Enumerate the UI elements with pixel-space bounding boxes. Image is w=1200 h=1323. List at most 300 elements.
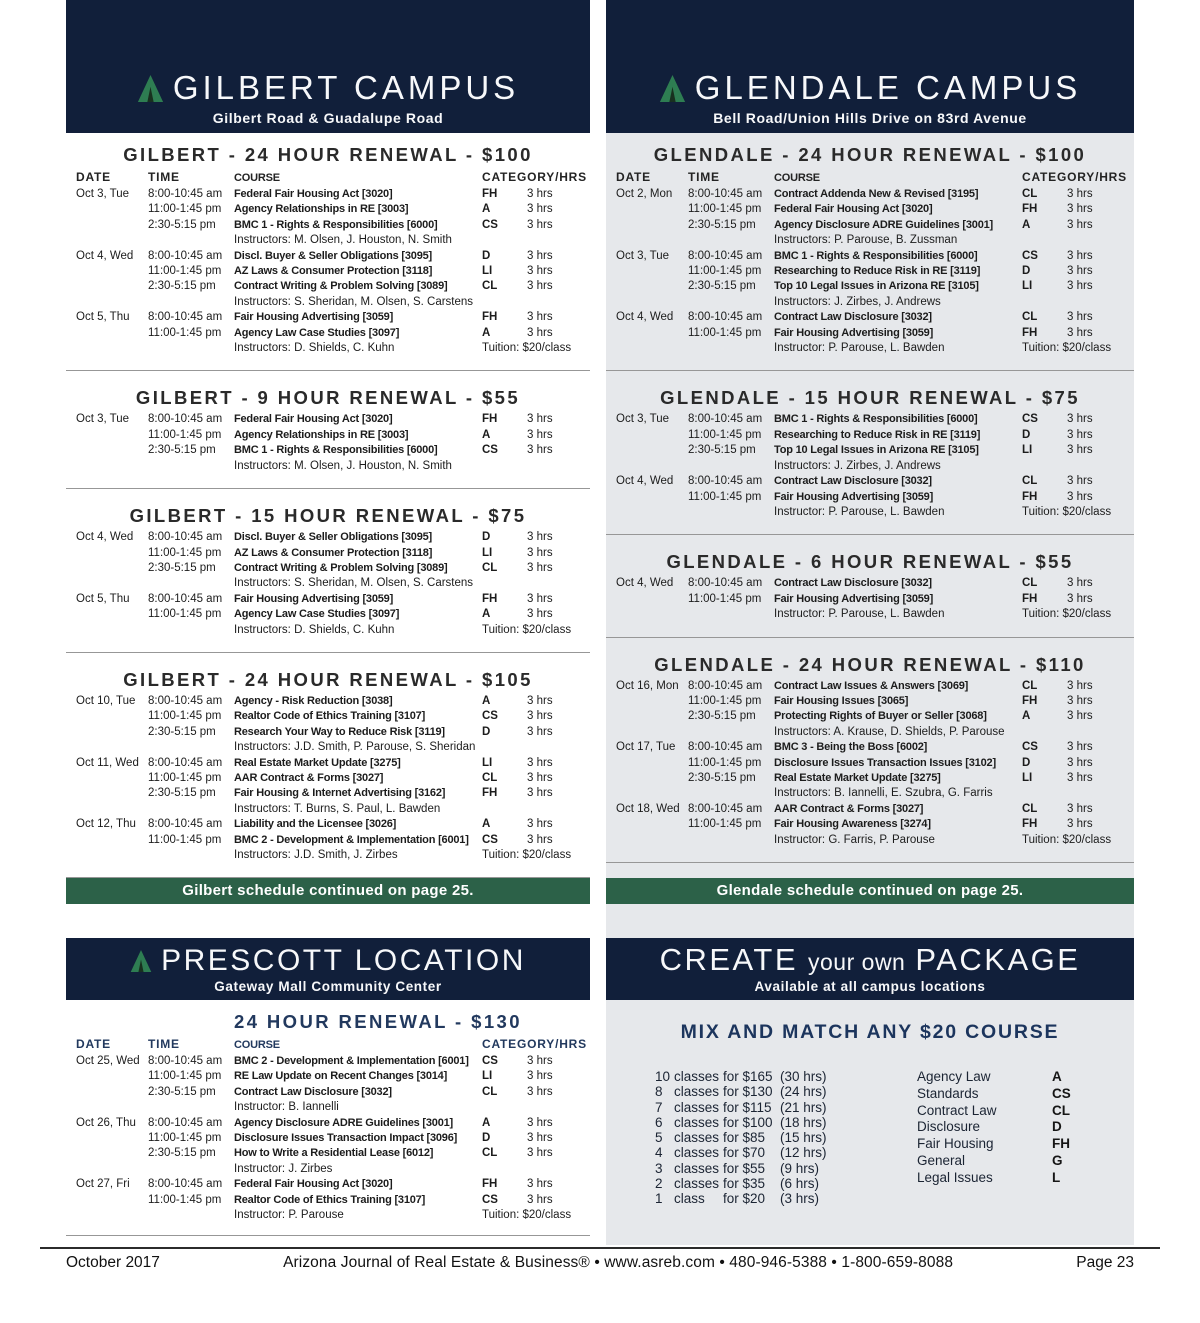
course-name: Contract Law Disclosure [3032] (774, 577, 932, 590)
course-hours: 3 hrs (1067, 710, 1093, 723)
instructor-row (66, 802, 590, 817)
course-category: CL (482, 561, 498, 574)
course-hours: 3 hrs (527, 1193, 553, 1206)
package-word: PACKAGE (915, 942, 1081, 977)
course-category: A (482, 428, 491, 441)
course-hours: 3 hrs (1067, 428, 1093, 441)
course-category: D (482, 1132, 491, 1145)
course-row (66, 1069, 590, 1084)
course-time: 8:00-10:45 am (148, 531, 223, 544)
course-category: CS (1022, 249, 1038, 262)
course-name: AZ Laws & Consumer Protection [3118] (234, 265, 433, 278)
course-time: 8:00-10:45 am (688, 188, 763, 200)
course-time: 2:30-5:15 pm (148, 444, 216, 457)
package-unit: classes (674, 1069, 720, 1084)
course-date: Oct 4, Wed (616, 577, 674, 590)
course-category: LI (482, 265, 493, 278)
instructor-row (66, 1162, 590, 1177)
course-row (606, 202, 1134, 217)
course-hours: 3 hrs (527, 280, 553, 293)
create-package-title (660, 942, 1081, 978)
course-hours: 3 hrs (527, 756, 553, 769)
course-name: Fair Housing Advertising [3059] (774, 490, 934, 503)
course-time: 11:00-1:45 pm (688, 326, 762, 339)
course-category: D (1022, 265, 1031, 278)
glendale-continued-banner: Glendale schedule continued on page 25. (606, 878, 1134, 904)
course-hours: 3 hrs (527, 561, 553, 574)
course-name: Agency Law Case Studies [3097] (234, 326, 400, 339)
course-hours: 3 hrs (527, 787, 553, 800)
category-row (917, 1086, 1071, 1103)
course-category: LI (1022, 771, 1033, 784)
section-title: GLENDALE - 6 HOUR RENEWAL - $55 (666, 551, 1074, 573)
course-name: Real Estate Market Update [3275] (234, 756, 401, 769)
section-title: GLENDALE - 24 HOUR RENEWAL - $110 (654, 653, 1086, 675)
category-label: Legal Issues (917, 1169, 993, 1185)
package-hours: (18 hrs) (780, 1114, 827, 1130)
gilbert-campus-header (66, 0, 590, 133)
course-name: RE Law Update on Recent Changes [3014] (234, 1070, 448, 1083)
package-count: 5 (655, 1130, 663, 1146)
course-name: Agency Disclosure ADRE Guidelines [3001] (234, 1116, 453, 1129)
category-code: CL (1052, 1102, 1070, 1118)
course-row (66, 592, 590, 607)
prescott-schedule-column (66, 1005, 590, 1236)
course-hours: 3 hrs (527, 1085, 553, 1098)
course-row (606, 756, 1134, 771)
course-time: 8:00-10:45 am (688, 413, 763, 426)
course-name: Contract Law Disclosure [3032] (774, 311, 932, 324)
create-package-subtitle: Available at all campus locations (754, 979, 986, 994)
package-panel (606, 1005, 1134, 1207)
course-name: Contract Law Disclosure [3032] (774, 475, 932, 488)
section-title: GILBERT - 24 HOUR RENEWAL - $105 (123, 668, 533, 690)
course-category: FH (1022, 694, 1038, 707)
course-hours: 3 hrs (1067, 249, 1093, 262)
package-price: for $130 (723, 1084, 773, 1100)
package-price: for $85 (723, 1130, 766, 1146)
package-option (655, 1084, 885, 1099)
course-name: Protecting Rights of Buyer or Seller [3068] (774, 710, 987, 723)
course-row (606, 249, 1134, 264)
course-category: LI (1022, 280, 1033, 293)
course-time: 11:00-1:45 pm (148, 710, 222, 723)
course-time: 2:30-5:15 pm (688, 444, 756, 457)
course-row (606, 187, 1134, 202)
package-hours: (9 hrs) (780, 1160, 820, 1176)
instructor-note: Instructors: D. Shields, C. Kuhn (234, 342, 395, 355)
course-category: CS (482, 710, 498, 723)
course-hours: 3 hrs (527, 249, 553, 262)
course-name: How to Write a Residential Lease [6012] (234, 1147, 434, 1160)
section-title: GLENDALE - 24 HOUR RENEWAL - $100 (653, 144, 1087, 165)
course-category: D (1022, 428, 1031, 441)
instructor-row (606, 233, 1134, 248)
course-row (66, 530, 590, 545)
course-row (606, 279, 1134, 294)
course-time: 11:00-1:45 pm (688, 694, 762, 707)
course-row (66, 412, 590, 427)
package-unit: classes (674, 1114, 720, 1130)
course-time: 8:00-10:45 am (148, 592, 223, 605)
course-hours: 3 hrs (1067, 741, 1093, 754)
col-header-course: COURSE (774, 172, 820, 184)
package-count: 2 (655, 1176, 663, 1192)
package-price: for $20 (723, 1191, 766, 1207)
course-date: Oct 12, Thu (76, 818, 136, 831)
course-row (606, 694, 1134, 709)
schedule-section (606, 535, 1134, 637)
section-title: GILBERT - 15 HOUR RENEWAL - $75 (129, 505, 527, 527)
instructor-note: Instructors: D. Shields, C. Kuhn (234, 623, 395, 636)
course-date: Oct 5, Thu (76, 311, 130, 324)
package-count: 7 (655, 1099, 663, 1115)
schedule-section (606, 638, 1134, 863)
instructor-note: Instructor: P. Parouse, L. Bawden (774, 608, 945, 621)
course-category: CL (482, 280, 498, 293)
course-name: Real Estate Market Update [3275] (774, 771, 941, 784)
course-hours: 3 hrs (527, 1070, 553, 1083)
course-row (606, 802, 1134, 817)
course-name: Realtor Code of Ethics Training [3107] (234, 1193, 426, 1206)
course-category: A (482, 694, 491, 707)
course-category: A (482, 608, 491, 621)
instructor-row (606, 607, 1134, 622)
course-name: AZ Laws & Consumer Protection [3118] (234, 546, 433, 559)
col-header-time: TIME (148, 170, 180, 184)
course-name: Agency Relationships in RE [3003] (234, 428, 409, 441)
course-hours: 3 hrs (1067, 326, 1093, 339)
course-time: 2:30-5:15 pm (148, 725, 216, 738)
course-category: FH (482, 188, 498, 200)
package-count: 10 (655, 1069, 671, 1084)
course-row (606, 218, 1134, 233)
schedule-section (66, 371, 590, 489)
course-hours: 3 hrs (1067, 188, 1093, 200)
course-name: Fair Housing & Internet Advertising [3162] (234, 787, 446, 800)
course-name: BMC 2 - Development & Implementation [6001] (234, 833, 469, 846)
course-name: AAR Contract & Forms [3027] (234, 771, 384, 784)
course-category: A (482, 1116, 491, 1129)
course-row (66, 546, 590, 561)
course-time: 11:00-1:45 pm (148, 1070, 222, 1083)
course-row (66, 833, 590, 848)
create-word: CREATE (659, 942, 799, 977)
course-category: A (1022, 218, 1031, 231)
category-code: L (1052, 1169, 1061, 1185)
instructor-note: Instructor: P. Parouse, L. Bawden (774, 505, 945, 518)
course-name: Contract Writing & Problem Solving [3089] (234, 280, 448, 293)
package-option (655, 1145, 885, 1160)
course-name: Liability and the Licensee [3026] (234, 818, 397, 831)
course-name: Contract Law Disclosure [3032] (234, 1085, 392, 1098)
course-name: BMC 2 - Development & Implementation [6001] (234, 1055, 469, 1067)
package-price: for $115 (723, 1099, 772, 1115)
glendale-title-row (659, 69, 1081, 107)
course-time: 8:00-10:45 am (688, 679, 763, 692)
course-category: CS (482, 1193, 498, 1206)
course-date: Oct 26, Thu (76, 1116, 136, 1129)
course-name: Research Your Way to Reduce Risk [3119] (234, 725, 445, 738)
course-date: Oct 4, Wed (616, 475, 674, 488)
course-hours: 3 hrs (527, 413, 553, 426)
course-row (606, 412, 1134, 427)
instructor-row (66, 623, 590, 638)
course-category: A (482, 818, 491, 831)
course-date: Oct 25, Wed (76, 1055, 140, 1067)
instructor-row (606, 341, 1134, 356)
course-category: CS (482, 1055, 498, 1067)
course-row (66, 786, 590, 801)
course-time: 11:00-1:45 pm (148, 771, 222, 784)
create-package-header (606, 938, 1134, 1000)
glendale-campus-subtitle: Bell Road/Union Hills Drive on 83rd Avenue (713, 110, 1027, 126)
course-category: CL (1022, 679, 1038, 692)
course-hours: 3 hrs (527, 218, 553, 231)
course-category: FH (482, 413, 498, 426)
course-row (66, 310, 590, 325)
course-row (66, 187, 590, 202)
category-label: Agency Law (917, 1069, 991, 1084)
course-name: Federal Fair Housing Act [3020] (234, 1178, 393, 1191)
course-hours: 3 hrs (527, 771, 553, 784)
package-unit: classes (674, 1130, 720, 1146)
course-name: Federal Fair Housing Act [3020] (234, 413, 393, 426)
instructor-note: Instructors: P. Parouse, B. Zussman (774, 234, 958, 247)
page-footer (40, 1247, 1160, 1272)
col-header-time: TIME (148, 1037, 180, 1051)
instructor-note: Instructors: J.D. Smith, P. Parouse, S. Sheridan (234, 741, 476, 754)
gilbert-schedule-column (66, 133, 590, 878)
table-header-row (606, 169, 1134, 186)
course-category: CL (1022, 475, 1038, 488)
course-category: CL (1022, 311, 1038, 324)
course-row (66, 1054, 590, 1069)
course-hours: 3 hrs (527, 1055, 553, 1067)
category-label: Fair Housing (917, 1136, 994, 1152)
course-hours: 3 hrs (527, 203, 553, 216)
course-row (66, 756, 590, 771)
course-row (66, 771, 590, 786)
course-name: Fair Housing Issues [3065] (774, 694, 909, 707)
course-hours: 3 hrs (527, 428, 553, 441)
course-hours: 3 hrs (1067, 771, 1093, 784)
category-code: G (1052, 1152, 1063, 1168)
course-name: Discl. Buyer & Seller Obligations [3095] (234, 531, 433, 544)
course-row (66, 725, 590, 740)
package-unit: classes (674, 1160, 720, 1176)
course-row (606, 771, 1134, 786)
package-option (655, 1069, 885, 1084)
course-row (66, 1193, 590, 1208)
course-hours: 3 hrs (527, 188, 553, 200)
course-category: FH (482, 787, 498, 800)
course-hours: 3 hrs (1067, 265, 1093, 278)
mix-and-match-heading: MIX AND MATCH ANY $20 COURSE (680, 1021, 1060, 1043)
course-time: 2:30-5:15 pm (688, 771, 756, 784)
course-hours: 3 hrs (527, 311, 553, 324)
course-row (66, 202, 590, 217)
package-count: 4 (655, 1145, 663, 1161)
course-time: 8:00-10:45 am (148, 249, 223, 262)
col-header-date: DATE (616, 170, 651, 184)
course-date: Oct 3, Tue (76, 188, 130, 200)
course-category: LI (482, 546, 493, 559)
footer-date: October 2017 (66, 1254, 160, 1271)
course-category: FH (1022, 592, 1038, 605)
course-name: Fair Housing Advertising [3059] (774, 326, 934, 339)
course-row (66, 694, 590, 709)
course-time: 11:00-1:45 pm (688, 756, 762, 769)
course-name: Researching to Reduce Risk in RE [3119] (774, 428, 981, 441)
course-row (606, 474, 1134, 489)
course-time: 8:00-10:45 am (688, 249, 763, 262)
course-category: LI (1022, 444, 1033, 457)
category-row (917, 1119, 1071, 1136)
course-hours: 3 hrs (527, 725, 553, 738)
instructor-note: Instructor: G. Farris, P. Parouse (774, 833, 935, 846)
section-title: GILBERT - 24 HOUR RENEWAL - $100 (123, 144, 533, 165)
instructor-note: Instructors: T. Burns, S. Paul, L. Bawden (234, 802, 441, 815)
tuition-note: Tuition: $20/class (482, 342, 572, 355)
course-name: AAR Contract & Forms [3027] (774, 802, 924, 815)
tuition-note: Tuition: $20/class (1022, 833, 1112, 846)
glendale-campus-header (606, 0, 1134, 133)
course-time: 8:00-10:45 am (148, 694, 223, 707)
course-hours: 3 hrs (527, 1132, 553, 1145)
course-date: Oct 4, Wed (76, 249, 134, 262)
course-name: Discl. Buyer & Seller Obligations [3095] (234, 249, 433, 262)
course-row (66, 218, 590, 233)
course-category: A (1022, 710, 1031, 723)
course-date: Oct 16, Mon (616, 679, 679, 692)
course-hours: 3 hrs (1067, 218, 1093, 231)
asreb-triangle-logo-icon (130, 948, 152, 974)
package-count: 1 (655, 1191, 663, 1207)
course-date: Oct 10, Tue (76, 694, 136, 707)
course-time: 11:00-1:45 pm (688, 818, 762, 831)
col-header-course: COURSE (234, 1039, 280, 1051)
course-date: Oct 4, Wed (616, 311, 674, 324)
course-hours: 3 hrs (527, 710, 553, 723)
course-category: FH (482, 1178, 498, 1191)
package-option (655, 1191, 885, 1206)
course-name: Contract Addenda New & Revised [3195] (774, 188, 979, 200)
col-header-category-hrs: CATEGORY/HRS (482, 1037, 587, 1051)
package-hours: (15 hrs) (780, 1130, 827, 1146)
course-row (66, 249, 590, 264)
instructor-row (606, 459, 1134, 474)
course-row (606, 310, 1134, 325)
course-category: D (482, 249, 491, 262)
course-name: Fair Housing Advertising [3059] (234, 592, 394, 605)
asreb-triangle-logo-icon (137, 74, 164, 103)
course-hours: 3 hrs (527, 833, 553, 846)
course-category: CL (1022, 577, 1038, 590)
course-hours: 3 hrs (1067, 577, 1093, 590)
course-hours: 3 hrs (527, 444, 553, 457)
course-name: Fair Housing Advertising [3059] (234, 311, 394, 324)
course-category: CS (1022, 413, 1038, 426)
col-header-course: COURSE (234, 172, 280, 184)
package-option (655, 1115, 885, 1130)
course-hours: 3 hrs (1067, 694, 1093, 707)
package-hours: (21 hrs) (780, 1099, 827, 1115)
course-time: 2:30-5:15 pm (148, 1085, 216, 1098)
course-hours: 3 hrs (1067, 490, 1093, 503)
package-unit: classes (674, 1176, 720, 1192)
table-header-row (66, 1036, 590, 1053)
instructor-note: Instructors: M. Olsen, J. Houston, N. Smith (234, 234, 452, 247)
package-hours: (3 hrs) (780, 1191, 820, 1207)
course-time: 8:00-10:45 am (688, 311, 763, 324)
course-name: BMC 1 - Rights & Responsibilities [6000] (774, 413, 978, 426)
instructor-row (606, 505, 1134, 520)
prescott-location-header (66, 938, 590, 1000)
course-category: D (1022, 756, 1031, 769)
course-category: CL (482, 1147, 498, 1160)
section-title: 24 HOUR RENEWAL - $130 (234, 1011, 522, 1032)
course-name: Agency Disclosure ADRE Guidelines [3001] (774, 218, 993, 231)
course-row (606, 490, 1134, 505)
package-option (655, 1176, 885, 1191)
course-time: 11:00-1:45 pm (148, 833, 222, 846)
course-name: Federal Fair Housing Act [3020] (774, 203, 933, 216)
instructor-note: Instructors: S. Sheridan, M. Olsen, S. Carstens (234, 577, 474, 590)
course-category: CS (482, 444, 498, 457)
course-hours: 3 hrs (527, 1147, 553, 1160)
course-category: CL (1022, 188, 1038, 200)
course-row (66, 1177, 590, 1192)
course-time: 2:30-5:15 pm (148, 561, 216, 574)
course-date: Oct 3, Tue (616, 413, 670, 426)
course-hours: 3 hrs (527, 818, 553, 831)
package-option (655, 1100, 885, 1115)
package-count: 6 (655, 1114, 663, 1130)
course-row (606, 326, 1134, 341)
instructor-note: Instructors: J. Zirbes, J. Andrews (774, 295, 941, 308)
instructor-note: Instructor: P. Parouse, L. Bawden (774, 342, 945, 355)
course-time: 11:00-1:45 pm (148, 546, 222, 559)
package-count: 3 (655, 1160, 663, 1176)
package-price: for $35 (723, 1176, 766, 1192)
course-row (606, 740, 1134, 755)
course-category: CL (482, 1085, 498, 1098)
course-time: 2:30-5:15 pm (148, 787, 216, 800)
package-hours: (6 hrs) (780, 1176, 820, 1192)
course-category: FH (1022, 490, 1038, 503)
course-category: FH (1022, 326, 1038, 339)
course-row (66, 817, 590, 832)
course-hours: 3 hrs (527, 546, 553, 559)
course-hours: 3 hrs (527, 608, 553, 621)
course-time: 8:00-10:45 am (148, 188, 223, 200)
course-time: 2:30-5:15 pm (688, 280, 756, 293)
section-title: GILBERT - 9 HOUR RENEWAL - $55 (135, 387, 521, 409)
footer-page-number: Page 23 (1076, 1254, 1134, 1271)
instructor-note: Instructors: J. Zirbes, J. Andrews (774, 459, 941, 472)
package-columns (606, 1069, 1134, 1207)
section-title: GLENDALE - 15 HOUR RENEWAL - $75 (660, 387, 1080, 409)
course-hours: 3 hrs (1067, 203, 1093, 216)
course-date: Oct 17, Tue (616, 741, 676, 754)
course-row (66, 443, 590, 458)
col-header-date: DATE (76, 1037, 111, 1051)
course-time: 8:00-10:45 am (148, 1116, 223, 1129)
course-row (66, 1146, 590, 1161)
instructor-note: Instructors: B. Iannelli, E. Szubra, G. Farris (774, 787, 993, 800)
course-name: Federal Fair Housing Act [3020] (234, 188, 393, 200)
